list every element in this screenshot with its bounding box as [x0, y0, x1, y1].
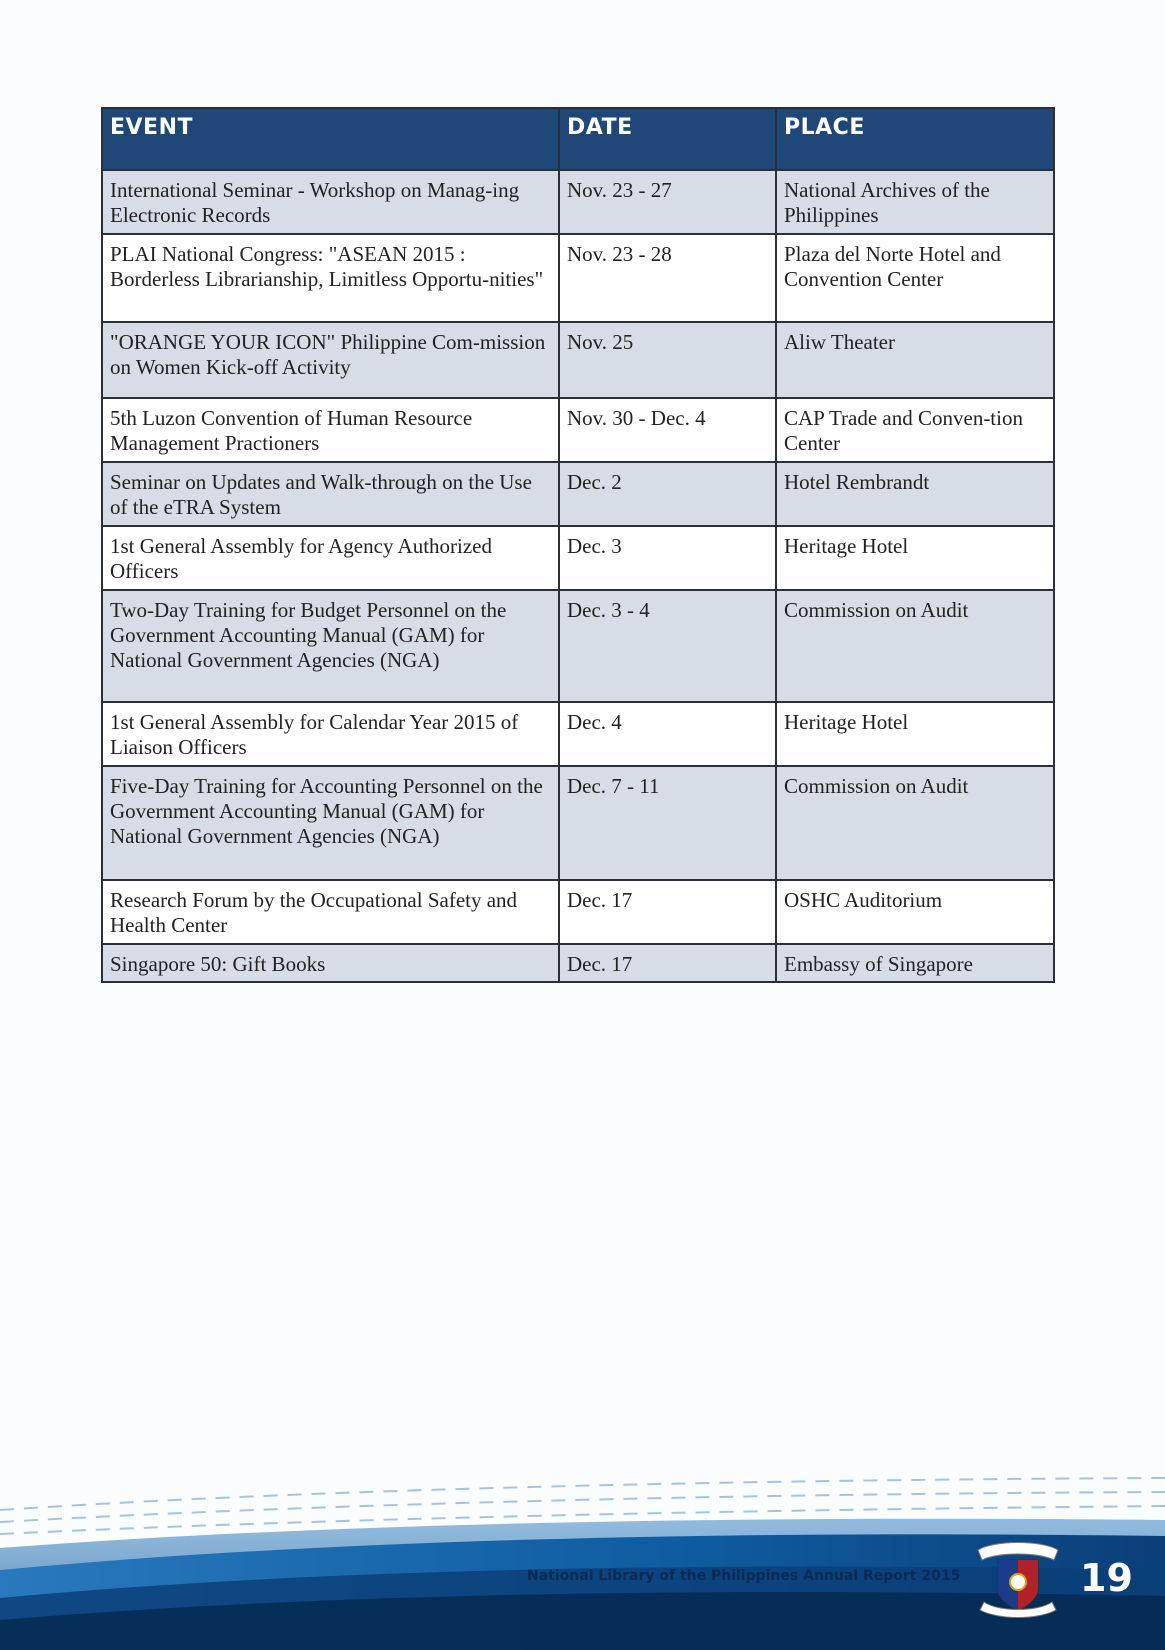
date-cell: Nov. 23 - 28 [559, 234, 776, 322]
table-row [102, 526, 1054, 590]
place-cell: Heritage Hotel [776, 526, 1054, 590]
date-cell: Dec. 3 - 4 [559, 590, 776, 702]
event-cell: Two-Day Training for Budget Personnel on the Government Accounting Manual (GAM) for National Government Agencies (NGA) [102, 590, 559, 702]
table-row [102, 590, 1054, 702]
table-row [102, 170, 1054, 234]
date-cell: Dec. 17 [559, 880, 776, 944]
table-header-row [102, 108, 1054, 170]
event-cell: Research Forum by the Occupational Safety and Health Center [102, 880, 559, 944]
table-row [102, 944, 1054, 982]
date-cell: Dec. 4 [559, 702, 776, 766]
event-cell: International Seminar - Workshop on Manag-ing Electronic Records [102, 170, 559, 234]
date-cell: Nov. 25 [559, 322, 776, 398]
event-cell: 1st General Assembly for Agency Authorized Officers [102, 526, 559, 590]
place-cell: CAP Trade and Conven-tion Center [776, 398, 1054, 462]
table-row [102, 234, 1054, 322]
table-row [102, 322, 1054, 398]
date-cell: Nov. 23 - 27 [559, 170, 776, 234]
place-cell: Hotel Rembrandt [776, 462, 1054, 526]
header-place: PLACE [776, 108, 1054, 170]
place-cell: National Archives of the Philippines [776, 170, 1054, 234]
events-table [101, 107, 1055, 983]
event-cell: "ORANGE YOUR ICON" Philippine Com-mission on Women Kick-off Activity [102, 322, 559, 398]
table-row [102, 880, 1054, 944]
event-cell: Five-Day Training for Accounting Personnel on the Government Accounting Manual (GAM) for National Government Agencies (NGA) [102, 766, 559, 880]
place-cell: Embassy of Singapore [776, 944, 1054, 982]
place-cell: Commission on Audit [776, 766, 1054, 880]
date-cell: Nov. 30 - Dec. 4 [559, 398, 776, 462]
header-event: EVENT [102, 108, 559, 170]
place-cell: Commission on Audit [776, 590, 1054, 702]
event-cell: Singapore 50: Gift Books [102, 944, 559, 982]
table-row [102, 398, 1054, 462]
event-cell: 1st General Assembly for Calendar Year 2015 of Liaison Officers [102, 702, 559, 766]
place-cell: Plaza del Norte Hotel and Convention Center [776, 234, 1054, 322]
table-row [102, 766, 1054, 880]
date-cell: Dec. 3 [559, 526, 776, 590]
event-cell: PLAI National Congress: "ASEAN 2015 : Borderless Librarianship, Limitless Opportu-nities" [102, 234, 559, 322]
event-cell: Seminar on Updates and Walk-through on the Use of the eTRA System [102, 462, 559, 526]
place-cell: Heritage Hotel [776, 702, 1054, 766]
page-number: 19 [1080, 1556, 1133, 1600]
footer-title: National Library of the Philippines Annual Report 2015 [527, 1568, 961, 1584]
event-cell: 5th Luzon Convention of Human Resource Management Practioners [102, 398, 559, 462]
table-row [102, 462, 1054, 526]
date-cell: Dec. 2 [559, 462, 776, 526]
table-row [102, 702, 1054, 766]
place-cell: Aliw Theater [776, 322, 1054, 398]
date-cell: Dec. 17 [559, 944, 776, 982]
header-date: DATE [559, 108, 776, 170]
place-cell: OSHC Auditorium [776, 880, 1054, 944]
nlp-seal-icon [974, 1532, 1062, 1620]
date-cell: Dec. 7 - 11 [559, 766, 776, 880]
